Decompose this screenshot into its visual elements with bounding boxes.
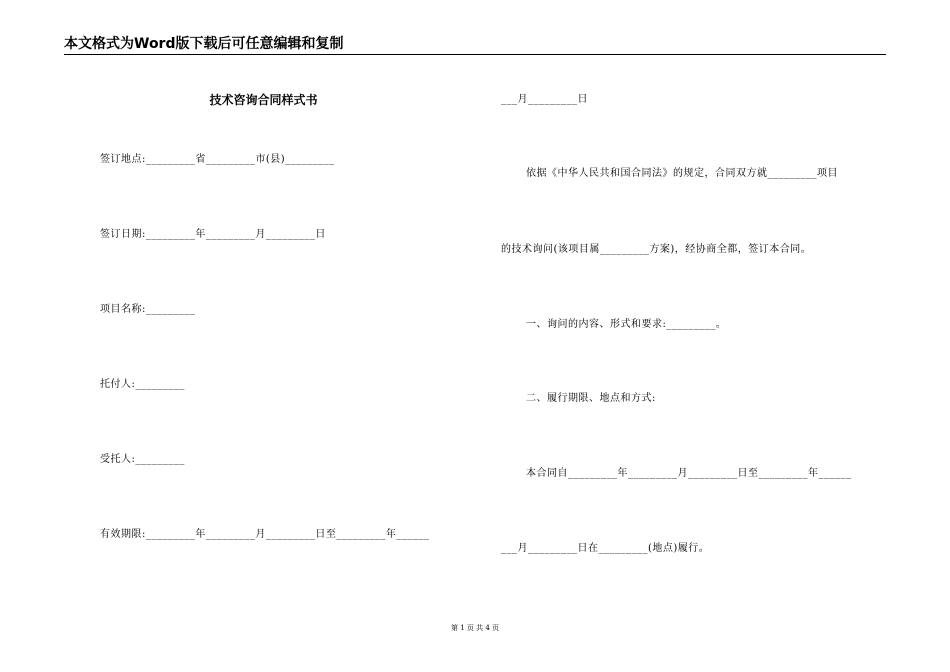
client-line: 托付人:_________	[100, 379, 185, 390]
term-line-1: 本合同自_________年_________月_________日至_________年______	[526, 468, 852, 479]
section-one-line: 一、询问的内容、形式和要求:_________。	[526, 319, 727, 330]
term-line-2: ___月_________日在_________(地点)履行。	[501, 543, 710, 554]
sign-date-line: 签订日期:_________年_________月_________日	[100, 229, 326, 240]
section-two-heading: 二、履行期限、地点和方式:	[526, 393, 656, 404]
validity-period-line: 有效期限:_________年_________月_________日至_________年______	[100, 529, 430, 540]
continued-date-line: ___月_________日	[501, 94, 588, 105]
header-text: 本文格式为Word版下载后可任意编辑和复制	[64, 36, 344, 52]
page-footer: 第 1 页 共 4 页	[450, 624, 500, 632]
sign-location-line: 签订地点:_________省_________市(县)_________	[100, 154, 335, 165]
project-name-line: 项目名称:_________	[100, 304, 196, 315]
page-header	[64, 34, 886, 55]
contractor-line: 受托人:_________	[100, 454, 185, 465]
intro-paragraph-line-2: 的技术询问(该项目属_________方案)，经协商全都，签订本合同。	[501, 244, 812, 255]
document-title: 技术咨询合同样式书	[209, 93, 318, 107]
intro-paragraph-line-1: 依据《中华人民共和国合同法》的规定，合同双方就_________项目	[526, 168, 838, 179]
